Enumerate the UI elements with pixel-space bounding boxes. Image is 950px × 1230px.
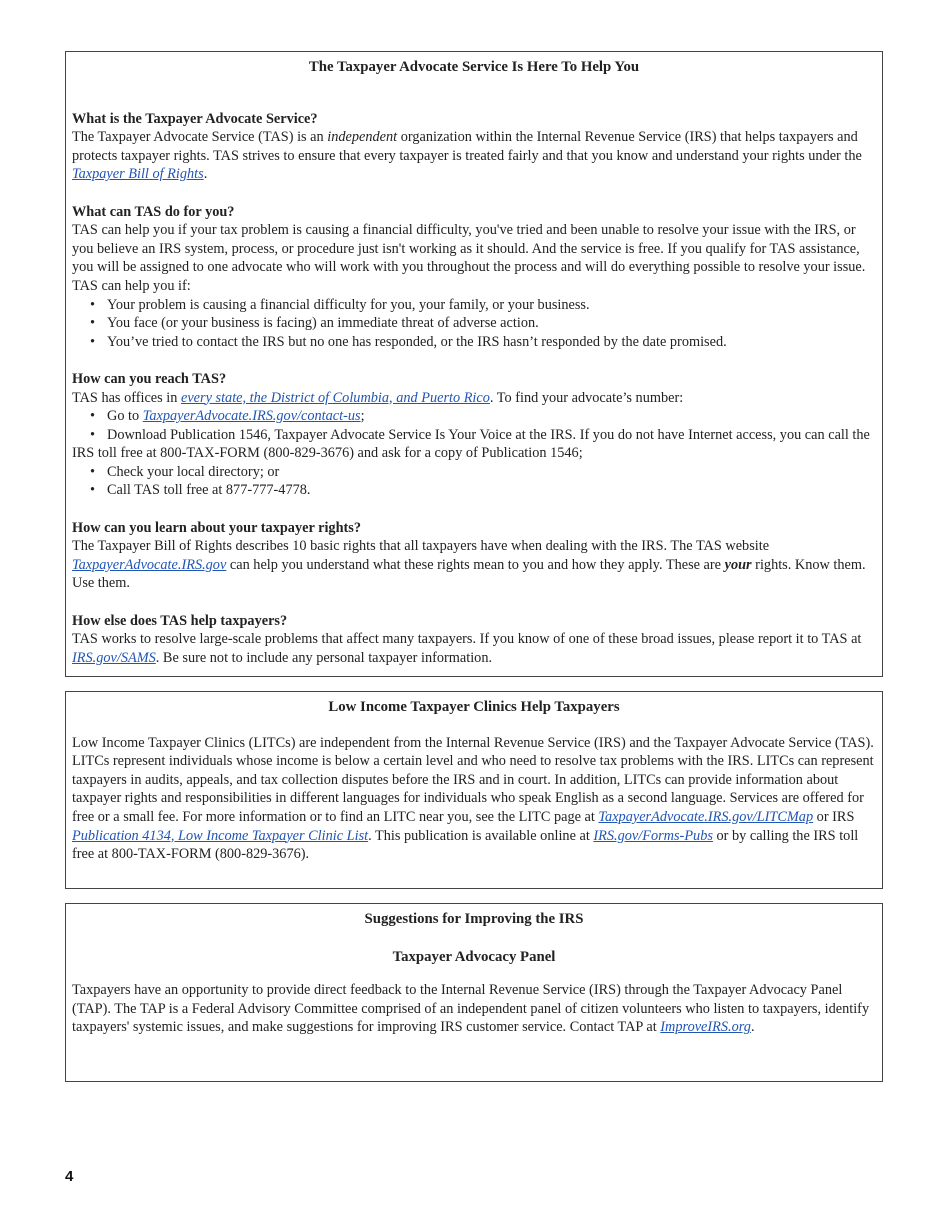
page-number: 4 — [65, 1168, 74, 1185]
tap-section — [65, 903, 883, 1082]
list-item: • You face (or your business is facing) an immediate threat of adverse action. — [72, 314, 876, 333]
tas-section — [65, 51, 883, 677]
contact-us-link[interactable]: TaxpayerAdvocate.IRS.gov/contact-us — [142, 408, 361, 425]
list-item: • Download Publication 1546, Taxpayer Advocate Service Is Your Voice at the IRS. If you do not have Internet access, you can call the IRS toll free at 800-TAX-FORM (800-829-3676) and ask for a copy of Publication 1546; — [72, 426, 870, 462]
list-item: • Go to TaxpayerAdvocate.IRS.gov/contact-us; — [72, 407, 876, 426]
else-paragraph: TAS works to resolve large-scale problems that affect many taxpayers. If you know of one of these broad issues, please report it to TAS at IRS.gov/SAMS. Be sure not to include any personal taxpayer information. — [72, 631, 862, 666]
else-heading: How else does TAS help taxpayers? — [72, 612, 288, 629]
learn-heading: How can you learn about your taxpayer rights? — [72, 519, 361, 536]
can-bullet-list — [72, 296, 876, 352]
list-item: • Check your local directory; or — [72, 463, 876, 482]
list-item: • Your problem is causing a financial difficulty for you, your family, or your business. — [72, 296, 876, 315]
reach-bullet-list — [72, 407, 876, 500]
tap-paragraph: Taxpayers have an opportunity to provide direct feedback to the Internal Revenue Service (IRS) through the Taxpayer Advocacy Panel (TAP). The TAP is a Federal Advisory Committee comprised of an independent panel of citizen volunteers who listen to taxpayers, identify taxpayers' systemic issues, and make suggestions for improving IRS customer service. Contact TAP at ImproveIRS.org. — [72, 982, 870, 1036]
list-item: • Call TAS toll free at 877-777-4778. — [72, 481, 876, 500]
reach-heading: How can you reach TAS? — [72, 370, 227, 387]
forms-pubs-link[interactable]: IRS.gov/Forms-Pubs — [593, 827, 713, 844]
list-item: • You’ve tried to contact the IRS but no one has responded, or the IRS hasn’t responded by the date promised. — [72, 333, 876, 352]
taxpayer-advocate-website-link[interactable]: TaxpayerAdvocate.IRS.gov — [72, 556, 227, 573]
learn-paragraph: The Taxpayer Bill of Rights describes 10 basic rights that all taxpayers have when dealing with the IRS. The TAS website TaxpayerAdvocate.IRS.gov can help you understand what these rights mean to you and how they apply. These are your rights. Know them. Use them. — [72, 538, 866, 592]
what-heading: What is the Taxpayer Advocate Service? — [72, 110, 318, 127]
irs-sams-link[interactable]: IRS.gov/SAMS — [72, 649, 156, 666]
litc-title: Low Income Taxpayer Clinics Help Taxpayers — [328, 699, 620, 715]
tap-title: Suggestions for Improving the IRS — [364, 911, 584, 927]
can-paragraph: TAS can help you if your tax problem is causing a financial difficulty, you've tried and been unable to resolve your issue with the IRS, or you believe an IRS system, process, or procedure just isn't working as it should. And the service is free. If you qualify for TAS assistance, you will be assigned to one advocate who will work with you throughout the process and will do everything possible to resolve your issue. TAS can help you if: — [72, 222, 866, 294]
tas-offices-link[interactable]: every state, the District of Columbia, and Puerto Rico — [180, 389, 490, 406]
reach-paragraph: TAS has offices in every state, the District of Columbia, and Puerto Rico. To find your advocate’s number: — [72, 389, 684, 406]
litc-section — [65, 691, 883, 889]
taxpayer-bill-of-rights-link[interactable]: Taxpayer Bill of Rights — [72, 166, 204, 183]
publication-4134-link[interactable]: Publication 4134, Low Income Taxpayer Clinic List — [72, 827, 369, 844]
litc-paragraph: Low Income Taxpayer Clinics (LITCs) are independent from the Internal Revenue Service (IRS) and the Taxpayer Advocate Service (TAS). LITCs represent individuals whose income is below a certain level and who need to resolve tax problems with the IRS. LITCs can represent taxpayers in audits, appeals, and tax collection disputes before the IRS and in court. In addition, LITCs can provide information about taxpayer rights and responsibilities in different languages for individuals who speak English as a second language. Services are offered for free or a small fee. For more information or to find an LITC near you, see the LITC page at TaxpayerAdvocate.IRS.gov/LITCMap or IRS Publication 4134, Low Income Taxpayer Clinic List. This publication is available online at IRS.gov/Forms-Pubs or by calling the IRS toll free at 800-TAX-FORM (800-829-3676). — [72, 734, 874, 863]
can-heading: What can TAS do for you? — [72, 203, 235, 220]
tap-subtitle: Taxpayer Advocacy Panel — [392, 948, 556, 965]
what-paragraph: The Taxpayer Advocate Service (TAS) is an independent organization within the Internal Revenue Service (IRS) that helps taxpayers and protects taxpayer rights. TAS strives to ensure that every taxpayer is treated fairly and that you know and understand your rights under the Taxpayer Bill of Rights. — [72, 129, 862, 183]
litc-map-link[interactable]: TaxpayerAdvocate.IRS.gov/LITCMap — [598, 808, 814, 825]
improve-irs-link[interactable]: ImproveIRS.org — [660, 1019, 751, 1036]
tas-title: The Taxpayer Advocate Service Is Here To Help You — [308, 59, 640, 75]
